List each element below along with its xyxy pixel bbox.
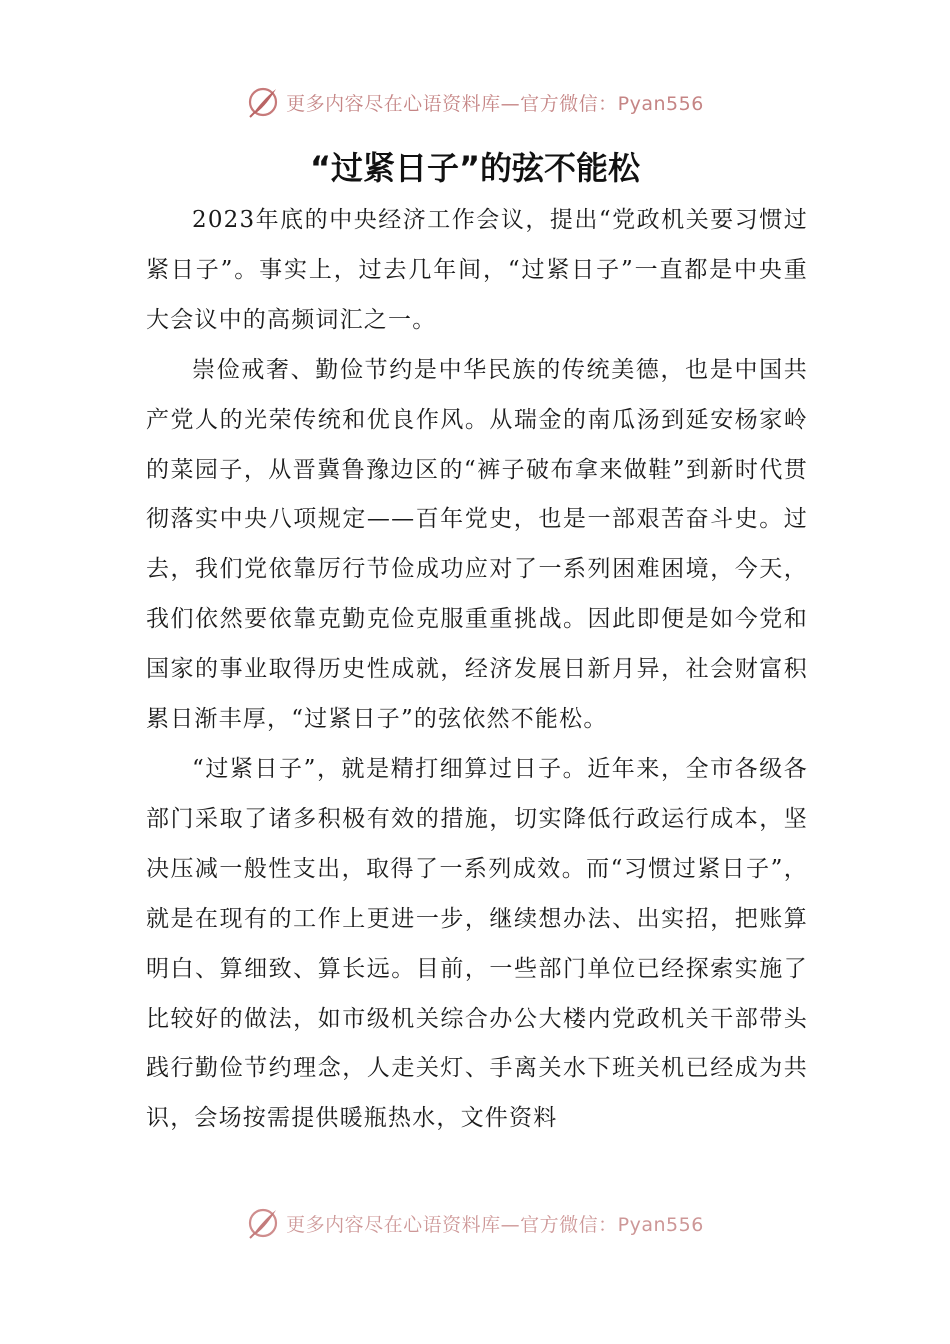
quill-pen-logo-icon — [246, 85, 280, 119]
paragraph: 崇俭戒奢、勤俭节约是中华民族的传统美德，也是中国共产党人的光荣传统和优良作风。从瑞金的南瓜汤到延安杨家岭的菜园子，从晋冀鲁豫边区的“裤子破布拿来做鞋”到新时代贯彻落实中央八项规定——百年党史，也是一部艰苦奋斗史。过去，我们党依靠厉行节俭成功应对了一系列困难困境，今天，我们依然要依靠克勤克俭克服重重挑战。因此即便是如今党和国家的事业取得历史性成就，经济发展日新月异，社会财富积累日渐丰厚，“过紧日子”的弦依然不能松。 — [146, 356, 808, 733]
quill-pen-logo-icon — [246, 1206, 280, 1240]
watermark-text: 更多内容尽在心语资料库—官方微信：Pyan556 — [286, 1213, 704, 1236]
document-title: “过紧日子”的弦不能松 — [309, 149, 641, 187]
footer-watermark — [0, 1203, 950, 1243]
header-watermark — [0, 82, 950, 122]
paragraph: “过紧日子”，就是精打细算过日子。近年来，全市各级各部门采取了诸多积极有效的措施，切实降低行政运行成本，坚决压减一般性支出，取得了一系列成效。而“习惯过紧日子”，就是在现有的工作上更进一步，继续想办法、出实招，把账算明白、算细致、算长远。目前，一些部门单位已经探索实施了比较好的做法，如市级机关综合办公大楼内党政机关干部带头践行勤俭节约理念，人走关灯、手离关水下班关机已经成为共识，会场按需提供暖瓶热水，文件资料 — [146, 755, 808, 1132]
watermark-text: 更多内容尽在心语资料库—官方微信：Pyan556 — [286, 92, 704, 115]
paragraph: 2023年底的中央经济工作会议，提出“党政机关要习惯过紧日子”。事实上，过去几年间，“过紧日子”一直都是中央重大会议中的高频词汇之一。 — [146, 207, 808, 333]
document-body — [146, 196, 808, 1144]
